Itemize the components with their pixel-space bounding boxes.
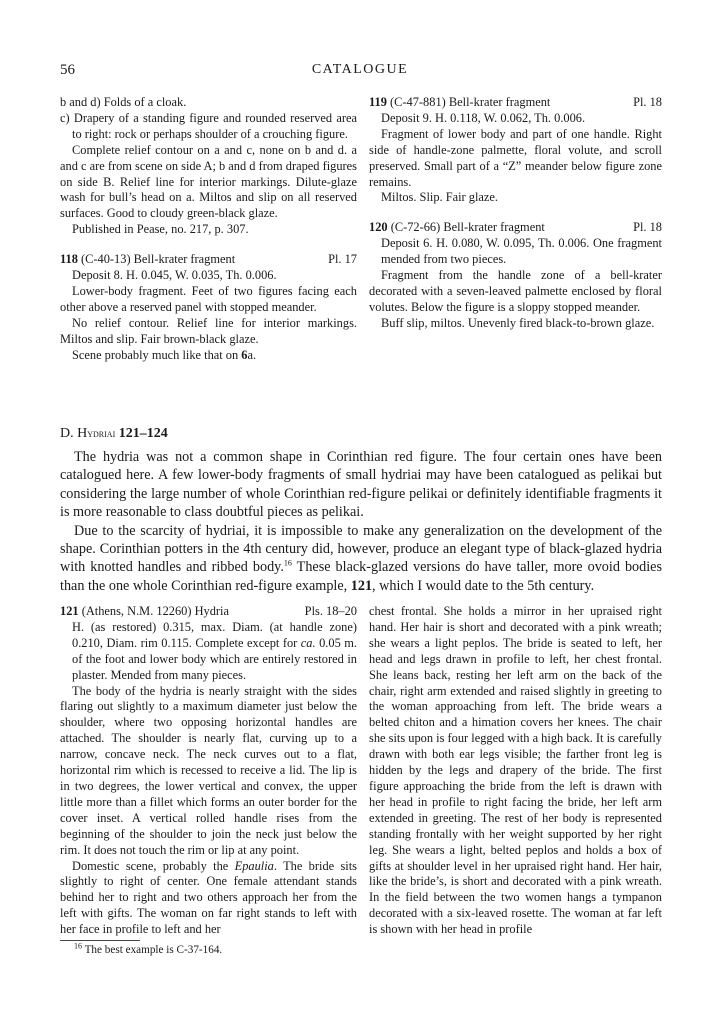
- entry-118-title: (C-40-13) Bell-krater fragment: [81, 252, 236, 267]
- entry-120-deposit: Deposit 6. H. 0.080, W. 0.095, Th. 0.006. One fragment mended from two pieces.: [381, 236, 662, 267]
- fragment-c-line: c) Drapery of a standing figure and rounded reserved area to right: rock or perhaps shoulder of a crouching figure.: [60, 110, 357, 141]
- entry-120-number: 120: [369, 220, 388, 235]
- fragment-bd-line: b and d) Folds of a cloak.: [60, 95, 187, 109]
- footnote-rule: [60, 940, 140, 941]
- section-cross-ref: 121: [350, 577, 373, 594]
- section-letter: D.: [60, 426, 74, 441]
- entry-121-title: (Athens, N.M. 12260) Hydria: [81, 604, 229, 618]
- entry-119: [369, 95, 662, 206]
- entry-121-dimensions: H. (as restored) 0.315, max. Diam. (at handle zone) 0.210, Diam. rim 0.115. Complete except for ca. 0.05 m. of the foot and lower body which are entirely restored in plaster. Mended from many pieces.: [72, 619, 357, 682]
- entry-119-deposit: Deposit 9. H. 0.118, W. 0.062, Th. 0.006.: [381, 110, 586, 125]
- entry-120-heading: [369, 220, 662, 236]
- entry-120-paragraph-1: Fragment from the handle zone of a bell-krater decorated with a seven-leaved palmette enclosed by floral volutes. Below the figure is a sloppy stopped meander.: [369, 268, 662, 314]
- entry-121-heading: [60, 604, 357, 620]
- entry-119-paragraph-1: Fragment of lower body and part of one handle. Right side of handle-zone palmette, floral volute, and scroll preserved. Small part of a “Z” meander below figure zone remains.: [369, 126, 662, 189]
- entry-118-heading: [60, 252, 357, 268]
- entry-118-paragraph-3: Scene probably much like that on 6a.: [72, 347, 257, 362]
- footnote: [74, 941, 354, 956]
- published-reference: Published in Pease, no. 217, p. 307.: [72, 222, 249, 237]
- entry-120-paragraph-2: Buff slip, miltos. Unevenly fired black-to-brown glaze.: [381, 315, 655, 330]
- entry-119-heading: [369, 95, 662, 111]
- entry-119-number: 119: [369, 95, 387, 109]
- running-head: CATALOGUE: [311, 62, 409, 77]
- section-range: 121–124: [118, 426, 168, 441]
- section-heading: [60, 426, 660, 442]
- footnote-text: The best example is C-37-164.: [82, 944, 223, 956]
- section-intro: [60, 448, 662, 595]
- entry-120-title: (C-72-66) Bell-krater fragment: [390, 220, 545, 235]
- entry-118-plate: Pl. 17: [328, 252, 357, 267]
- entry-120: [369, 220, 662, 331]
- entry-119-paragraph-2: Miltos. Slip. Fair glaze.: [381, 190, 499, 205]
- fragment-description: Complete relief contour on a and c, none on b and d. a and c are from scene on side A; b and d from draped figures on side B. Relief line for interior markings. Dilute-glaze wash for bull’s head on a. Miltos and slip on all reserved surfaces. Good to cloudy green-black glaze.: [60, 142, 357, 221]
- entry-118-paragraph-1: Lower-body fragment. Feet of two figures facing each other above a reserved panel with stopped meander.: [60, 283, 357, 314]
- section-title: Hydriai: [77, 426, 116, 441]
- entry-121-continued: [369, 604, 662, 938]
- footnote-marker: 16: [283, 558, 292, 568]
- entry-118-cross-ref: 6: [241, 347, 248, 362]
- page-number: 56: [60, 62, 75, 78]
- page-header: [60, 62, 660, 82]
- footnote-number: 16: [74, 941, 82, 951]
- section-paragraph-2: Due to the scarcity of hydriai, it is impossible to make any generalization on the development of the shape. Corinthian potters in the 4th century did, however, produce an elegant type of black-glazed hydria with knotted handles and ribbed body.$^{16}$ These black-glazed versions do have taller, more ovoid bodies than the one whole Corinthian red-figure example, 121, which I would date to the 5th century.: [60, 522, 662, 594]
- entry-119-title: (C-47-881) Bell-krater fragment: [390, 95, 551, 109]
- left-column-top: [60, 95, 357, 364]
- entry-121: [60, 604, 357, 938]
- entry-118: [60, 252, 357, 363]
- entry-121-number: 121: [60, 604, 79, 618]
- section-paragraph-1: The hydria was not a common shape in Corinthian red figure. The four certain ones have been catalogued here. A few lower-body fragments of small hydriai may have been catalogued as pelikai but considering the large number of whole Corinthian red-figure pelikai or definitely identifiable fragments it is more reasonable to class doubtful pieces as pelikai.: [60, 449, 662, 521]
- entry-121-plate: Pls. 18–20: [304, 604, 357, 618]
- entry-120-plate: Pl. 18: [633, 220, 662, 235]
- entry-118-deposit: Deposit 8. H. 0.045, W. 0.035, Th. 0.006.: [72, 268, 277, 283]
- right-column-top: [369, 95, 662, 332]
- entry-119-plate: Pl. 18: [633, 95, 662, 109]
- entry-118-number: 118: [60, 252, 78, 267]
- entry-121-paragraph-2: Domestic scene, probably the Epaulia. The bride sits slightly to right of center. One female attendant stands behind her to right and two others approach her from the left with gifts. The woman on far right stands to left with her face in profile to left and her: [60, 858, 357, 937]
- entry-121-paragraph-2-continued: chest frontal. She holds a mirror in her upraised right hand. Her hair is short and decorated with a pink wreath; she wears a light peplos. The bride is seated to left, her head and legs drawn in profile to left, her chest frontal. She leans back, resting her left arm on the back of the chair, right arm extended and raised slightly in greeting to the woman approaching from left. The bride wears a belted chiton and a himation covers her knees. The chair she sits upon is four legged with a high back. It is carefully drawn with both ear legs visible; the farther front leg is hidden by the legs and drapery of the bride. The first figure approaching the bride from the left is drawn with her head in profile to right facing the bride, her left arm extended in greeting. The rest of her body is represented standing frontally with her weight supported by her right leg. She wears a light, belted peplos and holds a box of gifts at shoulder level in her upraised right hand. Her hair, like the bride’s, is short and decorated with a pink wreath. In the field between the two women hangs a tympanon decorated with a six-leaved rosette. The woman at far left is shown with her head in profile: [369, 604, 662, 937]
- entry-118-paragraph-2: No relief contour. Relief line for interior markings. Miltos and slip. Fair brown-black glaze.: [60, 315, 357, 346]
- entry-121-paragraph-1: The body of the hydria is nearly straight with the sides flaring out slightly to a maximum diameter just below the shoulder, where two opposing horizontal handles are attached. The shoulder is nearly flat, curving up to a narrow, concave neck. The neck curves out to a flat, horizontal rim which is recessed to receive a lid. The lip is in two degrees, the lower vertical and convex, the upper little more than a fillet which forms an outer border for the cover inset. A vertical rolled handle rises from the beginning of the shoulder to join the neck just below the rim. It does not touch the rim or lip at any point.: [60, 683, 357, 857]
